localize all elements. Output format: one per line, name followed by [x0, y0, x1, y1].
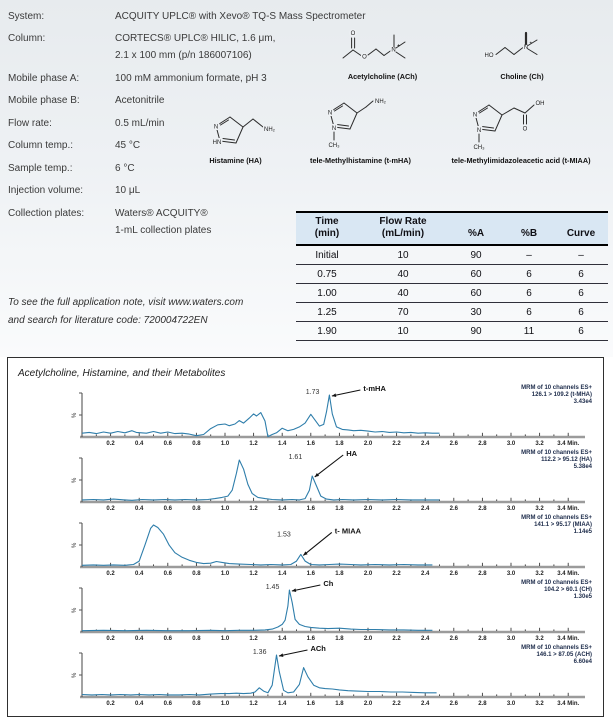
table-row — [296, 265, 608, 284]
cell-percent-a: 90 — [448, 322, 504, 341]
chromatogram-trace-ach — [8, 642, 600, 707]
svg-text:O: O — [522, 126, 528, 133]
peak-arrow — [303, 532, 332, 555]
x-tick-label: 3.4 Min. — [557, 571, 580, 577]
param-label: Collection plates: — [8, 208, 85, 219]
x-tick-label: 2.0 — [363, 636, 373, 642]
retention-time-label: 1.36 — [252, 649, 267, 656]
x-tick-label: 0.8 — [192, 636, 201, 642]
svg-text:+: + — [397, 43, 400, 48]
col-header-time: Time (min) — [296, 212, 358, 245]
x-tick-label: 2.0 — [363, 506, 373, 512]
param-value: Acetonitrile — [115, 95, 165, 106]
cell-flow-rate: 40 — [358, 284, 448, 303]
chromatogram-trace-tmha — [8, 382, 600, 447]
x-tick-label: 1.8 — [335, 701, 344, 707]
cell-time: 1.00 — [296, 284, 358, 303]
chromatogram-figure-panel — [7, 357, 604, 717]
cell-curve: 6 — [554, 303, 608, 322]
x-tick-label: 0.2 — [106, 441, 115, 447]
x-tick-label: 2.6 — [449, 506, 458, 512]
cell-time: 0.75 — [296, 265, 358, 284]
x-tick-label: 0.4 — [135, 636, 144, 642]
cell-percent-a: 90 — [448, 245, 504, 265]
structure-tele-methylimidazoleacetic-acid — [462, 94, 562, 156]
mrm-annotation: MRM of 10 channels ES+ 146.1 > 87.05 (ACH) 6.60e4 — [521, 645, 592, 665]
y-axis-label: % — [72, 542, 78, 548]
param-value: 45 °C — [115, 140, 141, 151]
param-label: Flow rate: — [8, 118, 52, 129]
x-tick-label: 0.4 — [135, 571, 144, 577]
param-value: Waters® ACQUITY® — [115, 208, 208, 219]
x-tick-label: 3.2 — [535, 571, 544, 577]
x-tick-label: 2.4 — [421, 636, 430, 642]
param-value: 2.1 x 100 mm (p/n 186007106) — [115, 50, 252, 61]
param-label: System: — [8, 11, 45, 22]
param-value: 10 μL — [115, 185, 141, 196]
x-tick-label: 2.0 — [363, 441, 373, 447]
x-tick-label: 2.2 — [392, 441, 401, 447]
cell-curve: 6 — [554, 265, 608, 284]
x-tick-label: 3.0 — [506, 571, 516, 577]
table-row — [296, 284, 608, 303]
acetylcholine-structure-drawing — [333, 18, 433, 72]
x-tick-label: 2.0 — [363, 701, 373, 707]
cell-percent-b: – — [504, 245, 554, 265]
svg-text:N: N — [476, 128, 482, 134]
structure-caption-histamine: Histamine (HA) — [209, 156, 262, 165]
x-tick-label: 1.8 — [335, 441, 344, 447]
cell-percent-a: 30 — [448, 303, 504, 322]
structure-histamine — [203, 106, 283, 156]
chromatogram-plot — [8, 577, 600, 642]
x-tick-label: 1.2 — [249, 506, 258, 512]
col-header-flow-rate: Flow Rate (mL/min) — [358, 212, 448, 245]
param-value: ACQUITY UPLC® with Xevo® TQ-S Mass Spectrometer — [115, 11, 366, 22]
svg-text:CH₃: CH₃ — [473, 145, 485, 151]
x-tick-label: 1.2 — [249, 701, 258, 707]
x-tick-label: 1.0 — [220, 571, 230, 577]
x-tick-label: 3.4 Min. — [557, 506, 580, 512]
x-tick-label: 1.6 — [306, 506, 315, 512]
chromatogram-line — [82, 590, 432, 631]
x-tick-label: 0.6 — [163, 571, 172, 577]
x-tick-label: 2.6 — [449, 571, 458, 577]
x-tick-label: 2.4 — [421, 571, 430, 577]
compound-label: HA — [346, 449, 358, 458]
compound-label: t- MIAA — [334, 526, 362, 536]
x-tick-label: 1.0 — [220, 441, 230, 447]
cell-percent-a: 60 — [448, 284, 504, 303]
y-axis-label: % — [72, 477, 78, 483]
svg-text:OH: OH — [535, 101, 545, 107]
x-tick-label: 1.8 — [335, 506, 344, 512]
x-tick-label: 3.2 — [535, 506, 544, 512]
figure-title: Acetylcholine, Histamine, and their Metabolites — [18, 368, 226, 379]
svg-text:HN: HN — [212, 140, 222, 146]
structure-caption-acetylcholine: Acetylcholine (ACh) — [347, 72, 418, 81]
retention-time-label: 1.61 — [288, 454, 303, 461]
x-tick-label: 3.2 — [535, 441, 544, 447]
structure-choline — [477, 26, 567, 70]
x-tick-label: 3.2 — [535, 701, 544, 707]
retention-time-label: 1.45 — [265, 584, 280, 591]
param-label: Column: — [8, 33, 46, 44]
svg-text:N: N — [213, 124, 219, 131]
x-tick-label: 2.4 — [421, 701, 430, 707]
chromatogram-plot — [8, 447, 600, 512]
chromatogram-line — [82, 460, 440, 500]
param-label: Mobile phase B: — [8, 95, 80, 106]
x-tick-label: 3.4 Min. — [557, 636, 580, 642]
cell-time: 1.90 — [296, 322, 358, 341]
x-tick-label: 2.8 — [478, 701, 487, 707]
cell-percent-b: 6 — [504, 284, 554, 303]
svg-text:CH₃: CH₃ — [328, 143, 340, 149]
cell-percent-b: 11 — [504, 322, 554, 341]
param-label: Sample temp.: — [8, 163, 73, 174]
chromatogram-line — [82, 525, 432, 565]
peak-arrow — [332, 390, 361, 396]
col-header-percent-a: %A — [448, 212, 504, 245]
retention-time-label: 1.53 — [277, 531, 291, 539]
cell-curve: – — [554, 245, 608, 265]
x-tick-label: 0.6 — [163, 506, 172, 512]
col-header-percent-b: %B — [504, 212, 554, 245]
x-tick-label: 1.0 — [220, 701, 230, 707]
x-tick-label: 0.2 — [106, 506, 115, 512]
x-tick-label: 1.4 — [278, 571, 287, 577]
x-tick-label: 2.8 — [478, 636, 487, 642]
histamine-structure-drawing — [203, 106, 283, 156]
x-tick-label: 3.4 Min. — [557, 701, 580, 707]
x-tick-label: 3.0 — [506, 506, 516, 512]
cell-flow-rate: 10 — [358, 245, 448, 265]
y-axis-label: % — [72, 672, 78, 678]
x-tick-label: 1.0 — [220, 636, 230, 642]
svg-text:N: N — [391, 47, 396, 54]
x-tick-label: 2.6 — [449, 636, 458, 642]
tele-methylhistamine-structure-drawing — [317, 92, 402, 154]
cell-flow-rate: 40 — [358, 265, 448, 284]
x-tick-label: 3.2 — [535, 636, 544, 642]
x-tick-label: 0.6 — [163, 636, 172, 642]
table-row — [296, 303, 608, 322]
x-tick-label: 2.2 — [392, 636, 401, 642]
structure-acetylcholine — [333, 18, 433, 72]
x-tick-label: 2.8 — [478, 441, 487, 447]
x-tick-label: 0.8 — [192, 571, 201, 577]
x-tick-label: 1.2 — [249, 636, 258, 642]
chromatogram-plot — [8, 642, 600, 707]
x-tick-label: 0.2 — [106, 571, 115, 577]
x-tick-label: 0.8 — [192, 701, 201, 707]
compound-label: ACh — [310, 644, 326, 653]
param-label: Column temp.: — [8, 140, 74, 151]
gradient-table-header-row — [296, 212, 608, 245]
structure-caption-tele-methylimidazoleacetic-acid: tele-Methylimidazoleacetic acid (t-MIAA) — [451, 156, 591, 165]
x-tick-label: 2.2 — [392, 571, 401, 577]
gradient-table — [296, 211, 608, 341]
mrm-annotation: MRM of 10 channels ES+ 141.1 > 95.17 (MIAA) 1.14e5 — [521, 515, 592, 535]
x-tick-label: 2.2 — [392, 701, 401, 707]
x-tick-label: 0.2 — [106, 636, 115, 642]
x-tick-label: 0.8 — [192, 506, 201, 512]
svg-text:+: + — [529, 40, 533, 46]
cell-time: 1.25 — [296, 303, 358, 322]
svg-text:O: O — [350, 31, 356, 37]
x-tick-label: 2.6 — [449, 441, 458, 447]
peak-arrow — [292, 585, 321, 591]
svg-text:O: O — [362, 54, 367, 61]
compound-label: Ch — [323, 579, 334, 588]
x-tick-label: 3.4 Min. — [557, 441, 580, 447]
svg-text:NH₂: NH₂ — [264, 127, 275, 133]
param-value: 0.5 mL/min — [115, 118, 165, 129]
method-summary-section — [0, 0, 613, 357]
svg-text:N: N — [327, 110, 333, 117]
x-tick-label: 1.8 — [335, 571, 344, 577]
cell-curve: 6 — [554, 322, 608, 341]
param-value: CORTECS® UPLC® HILIC, 1.6 μm, — [115, 33, 276, 44]
x-tick-label: 1.6 — [306, 441, 315, 447]
x-tick-label: 2.6 — [449, 701, 458, 707]
param-value: 1-mL collection plates — [115, 225, 212, 236]
cell-flow-rate: 70 — [358, 303, 448, 322]
x-tick-label: 0.4 — [135, 701, 144, 707]
x-tick-label: 2.8 — [478, 571, 487, 577]
mrm-annotation: MRM of 10 channels ES+ 104.2 > 60.1 (CH) 1.30e5 — [521, 580, 592, 600]
param-label: Injection volume: — [8, 185, 84, 196]
chromatogram-plot — [8, 382, 600, 447]
x-tick-label: 2.2 — [392, 506, 401, 512]
x-tick-label: 1.4 — [278, 701, 287, 707]
x-tick-label: 2.8 — [478, 506, 487, 512]
x-tick-label: 0.4 — [135, 441, 144, 447]
x-tick-label: 1.8 — [335, 636, 344, 642]
x-tick-label: 1.4 — [278, 636, 287, 642]
table-row — [296, 322, 608, 341]
svg-text:NH₂: NH₂ — [375, 99, 386, 105]
x-tick-label: 2.4 — [421, 506, 430, 512]
y-axis-label: % — [72, 412, 78, 418]
cell-percent-b: 6 — [504, 265, 554, 284]
x-tick-label: 0.6 — [163, 701, 172, 707]
structure-caption-choline: Choline (Ch) — [500, 72, 544, 81]
svg-text:N: N — [523, 45, 529, 51]
cell-percent-a: 60 — [448, 265, 504, 284]
svg-text:N: N — [331, 126, 337, 132]
x-tick-label: 2.0 — [363, 571, 373, 577]
x-tick-label: 0.2 — [106, 701, 115, 707]
x-tick-label: 0.6 — [163, 441, 172, 447]
chromatogram-trace-tmiaa — [8, 512, 600, 577]
svg-text:N: N — [472, 112, 478, 119]
x-tick-label: 1.6 — [306, 701, 315, 707]
x-tick-label: 1.6 — [306, 571, 315, 577]
chromatogram-trace-ha — [8, 447, 600, 512]
chromatogram-line — [82, 395, 440, 437]
app-note-reference-line2: and search for literature code: 720004722EN — [8, 315, 208, 326]
x-tick-label: 0.8 — [192, 441, 201, 447]
mrm-annotation: MRM of 10 channels ES+ 112.2 > 95.12 (HA) 5.38e4 — [521, 450, 592, 470]
mrm-annotation: MRM of 10 channels ES+ 126.1 > 109.2 (t-MHA) 3.43e4 — [521, 385, 592, 405]
x-tick-label: 2.4 — [421, 441, 430, 447]
app-note-reference-line1: To see the full application note, visit www.waters.com — [8, 297, 244, 308]
cell-curve: 6 — [554, 284, 608, 303]
cell-percent-b: 6 — [504, 303, 554, 322]
y-axis-label: % — [72, 607, 78, 613]
cell-time: Initial — [296, 245, 358, 265]
structure-caption-tele-methylhistamine: tele-Methylhistamine (t-mHA) — [310, 156, 411, 165]
table-row — [296, 245, 608, 265]
x-tick-label: 3.0 — [506, 441, 516, 447]
param-value: 6 °C — [115, 163, 135, 174]
compound-label: t-mHA — [363, 384, 386, 393]
tele-methylimidazoleacetic-acid-structure-drawing — [462, 94, 562, 156]
x-tick-label: 1.4 — [278, 441, 287, 447]
svg-text:HO: HO — [484, 53, 494, 59]
choline-structure-drawing — [477, 26, 567, 70]
x-tick-label: 0.4 — [135, 506, 144, 512]
peak-arrow — [315, 455, 344, 477]
x-tick-label: 1.6 — [306, 636, 315, 642]
x-tick-label: 1.0 — [220, 506, 230, 512]
x-tick-label: 1.4 — [278, 506, 287, 512]
x-tick-label: 1.2 — [249, 571, 258, 577]
chromatogram-plot — [8, 512, 600, 577]
x-tick-label: 3.0 — [506, 701, 516, 707]
param-value: 100 mM ammonium formate, pH 3 — [115, 73, 267, 84]
param-label: Mobile phase A: — [8, 73, 80, 84]
chromatogram-line — [82, 655, 437, 695]
cell-flow-rate: 10 — [358, 322, 448, 341]
x-tick-label: 3.0 — [506, 636, 516, 642]
peak-arrow — [279, 650, 308, 656]
structure-tele-methylhistamine — [317, 92, 402, 154]
col-header-curve: Curve — [554, 212, 608, 245]
retention-time-label: 1.73 — [305, 389, 320, 396]
x-tick-label: 1.2 — [249, 441, 258, 447]
chromatogram-trace-ch — [8, 577, 600, 642]
